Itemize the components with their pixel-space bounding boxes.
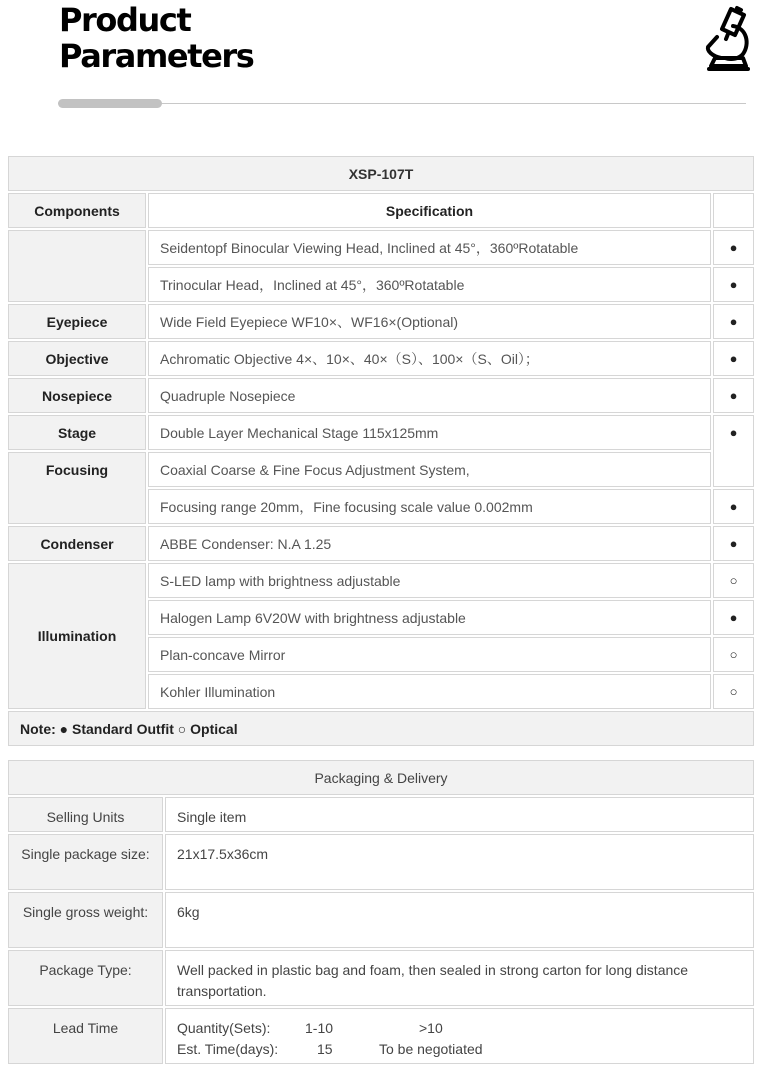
standard-mark: ● [713,378,754,413]
package-type-value: Well packed in plastic bag and foam, then sealed in strong carton for long distance transportation. [165,950,754,1006]
note-row [8,711,754,746]
selling-units-label: Selling Units [8,797,163,832]
quantity-range-2: >10 [419,1020,443,1036]
standard-mark: ● [713,304,754,339]
standard-mark: ● [713,489,754,524]
package-type-label: Package Type: [8,950,163,1006]
table-row [8,230,754,265]
standard-mark: ● [713,600,754,635]
viewing-head-trinocular: Trinocular Head，Inclined at 45°，360ºRotatable [148,267,711,302]
specification-header: Specification [148,193,711,228]
gross-weight-label: Single gross weight: [8,892,163,948]
lead-time-label: Lead Time [8,1008,163,1064]
objective-label: Objective [8,341,146,376]
model-name: XSP-107T [8,156,754,191]
components-header: Components [8,193,146,228]
microscope-icon [703,4,753,72]
mark-header [713,193,754,228]
page-header [0,0,762,120]
days-value-1: 15 [317,1041,333,1057]
specification-table [6,154,756,748]
page-title [59,2,253,74]
focusing-range: Focusing range 20mm，Fine focusing scale value 0.002mm [148,489,711,524]
spec-header-row [8,193,754,228]
header-divider-accent [58,99,162,108]
package-size-value: 21x17.5x36cm [165,834,754,890]
table-row [8,563,754,598]
objective-value: Achromatic Objective 4×、10×、40×（S）、100×（S、Oil）； [148,341,711,376]
optional-mark: ○ [713,563,754,598]
optional-mark: ○ [713,674,754,709]
lead-time-quantity-row [177,1018,743,1039]
table-row [8,526,754,561]
title-line-2: Parameters [59,37,254,75]
packaging-title: Packaging & Delivery [8,760,754,795]
eyepiece-value: Wide Field Eyepiece WF10×、WF16×(Optional) [148,304,711,339]
standard-mark: ● [713,230,754,265]
standard-mark: ● [713,267,754,302]
illumination-mirror: Plan-concave Mirror [148,637,711,672]
illumination-halogen: Halogen Lamp 6V20W with brightness adjustable [148,600,711,635]
table-row [8,415,754,450]
nosepiece-value: Quadruple Nosepiece [148,378,711,413]
packaging-title-row [8,760,754,795]
viewing-head-binocular: Seidentopf Binocular Viewing Head, Inclined at 45°，360ºRotatable [148,230,711,265]
table-row [8,1008,754,1064]
gross-weight-value: 6kg [165,892,754,948]
table-row [8,892,754,948]
viewing-head-label [8,230,146,302]
table-row [8,452,754,487]
spec-title-row [8,156,754,191]
days-label: Est. Time(days): [177,1041,279,1057]
eyepiece-label: Eyepiece [8,304,146,339]
lead-time-days-row [177,1039,743,1060]
quantity-label: Quantity(Sets): [177,1020,271,1036]
standard-mark: ● [713,415,754,487]
condenser-label: Condenser [8,526,146,561]
illumination-label: Illumination [8,563,146,709]
focusing-label: Focusing [8,452,146,524]
illumination-sled: S-LED lamp with brightness adjustable [148,563,711,598]
condenser-value: ABBE Condenser: N.A 1.25 [148,526,711,561]
packaging-table [6,758,756,1066]
nosepiece-label: Nosepiece [8,378,146,413]
table-row [8,950,754,1006]
standard-mark: ● [713,341,754,376]
stage-label: Stage [8,415,146,450]
title-line-1: Product [59,1,191,39]
selling-units-value: Single item [165,797,754,832]
package-size-label: Single package size: [8,834,163,890]
optional-mark: ○ [713,637,754,672]
table-row [8,378,754,413]
table-row [8,341,754,376]
table-row [8,304,754,339]
focusing-coaxial: Coaxial Coarse & Fine Focus Adjustment System, [148,452,711,487]
standard-mark: ● [713,526,754,561]
table-row [8,834,754,890]
table-row [8,797,754,832]
stage-value: Double Layer Mechanical Stage 115x125mm [148,415,711,450]
days-value-2: To be negotiated [379,1041,483,1057]
illumination-kohler: Kohler Illumination [148,674,711,709]
legend-note: Note: ● Standard Outfit ○ Optical [8,711,754,746]
quantity-range-1: 1-10 [305,1020,334,1036]
lead-time-value [165,1008,754,1064]
